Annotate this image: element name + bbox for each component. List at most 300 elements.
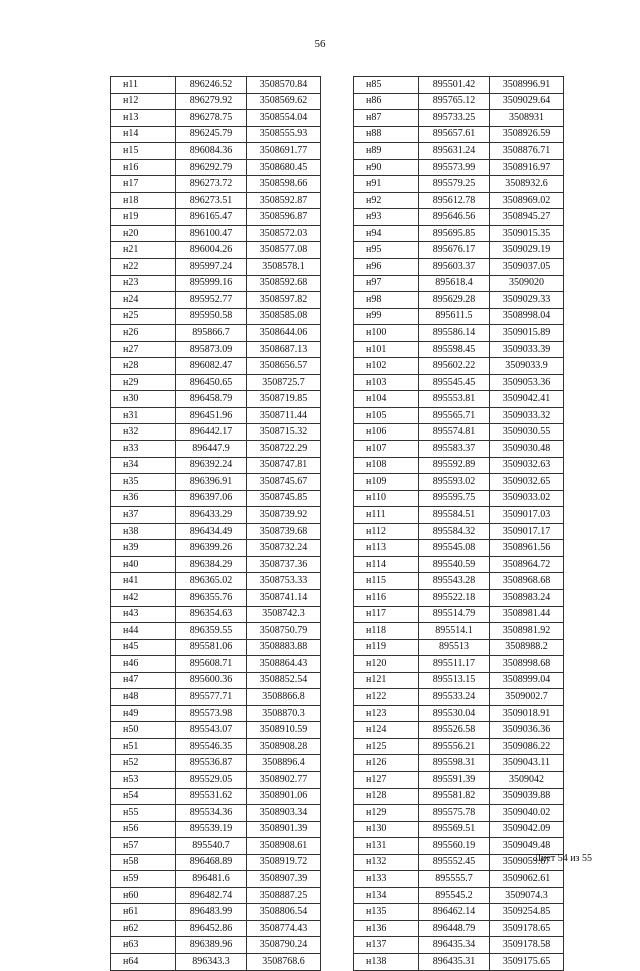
y-coordinate-cell: 3508901.06 [247,788,321,805]
y-coordinate-cell: 3508964.72 [490,556,564,573]
table-row [354,176,564,193]
point-id-cell: н115 [354,573,419,590]
y-coordinate-cell: 3509175.65 [490,953,564,970]
x-coordinate-cell: 895560.19 [419,838,490,855]
table-row [111,573,321,590]
x-coordinate-cell: 896278.75 [176,110,247,127]
point-id-cell: н87 [354,110,419,127]
x-coordinate-cell: 895565.71 [419,407,490,424]
table-row [354,623,564,640]
point-id-cell: н47 [111,672,176,689]
table-row [111,887,321,904]
table-row [354,589,564,606]
point-id-cell: н119 [354,639,419,656]
point-id-cell: н26 [111,325,176,342]
point-id-cell: н33 [111,441,176,458]
x-coordinate-cell: 896452.86 [176,920,247,937]
point-id-cell: н62 [111,920,176,937]
y-coordinate-cell: 3509020 [490,275,564,292]
y-coordinate-cell: 3509018.91 [490,705,564,722]
y-coordinate-cell: 3508999.04 [490,672,564,689]
table-row [111,391,321,408]
point-id-cell: н95 [354,242,419,259]
table-row [111,143,321,160]
y-coordinate-cell: 3508597.82 [247,292,321,309]
table-row [354,606,564,623]
point-id-cell: н51 [111,738,176,755]
point-id-cell: н136 [354,920,419,937]
table-row [354,722,564,739]
y-coordinate-cell: 3508903.34 [247,805,321,822]
y-coordinate-cell: 3508739.68 [247,523,321,540]
point-id-cell: н88 [354,126,419,143]
table-row [354,341,564,358]
y-coordinate-cell: 3509032.63 [490,457,564,474]
x-coordinate-cell: 896399.26 [176,540,247,557]
y-coordinate-cell: 3508592.68 [247,275,321,292]
x-coordinate-cell: 895631.24 [419,143,490,160]
y-coordinate-cell: 3509032.65 [490,474,564,491]
y-coordinate-cell: 3508969.02 [490,192,564,209]
y-coordinate-cell: 3509033.32 [490,407,564,424]
x-coordinate-cell: 895545.08 [419,540,490,557]
x-coordinate-cell: 895543.28 [419,573,490,590]
x-coordinate-cell: 895543.07 [176,722,247,739]
table-row [354,325,564,342]
y-coordinate-cell: 3509178.58 [490,937,564,954]
y-coordinate-cell: 3508945.27 [490,209,564,226]
y-coordinate-cell: 3508742.3 [247,606,321,623]
point-id-cell: н24 [111,292,176,309]
table-row [111,93,321,110]
table-row [354,705,564,722]
y-coordinate-cell: 3508864.43 [247,656,321,673]
table-row [354,887,564,904]
point-id-cell: н37 [111,507,176,524]
table-row [111,259,321,276]
point-id-cell: н133 [354,871,419,888]
x-coordinate-cell: 896355.76 [176,589,247,606]
x-coordinate-cell: 895586.14 [419,325,490,342]
point-id-cell: н27 [111,341,176,358]
table-row [111,771,321,788]
table-row [111,407,321,424]
point-id-cell: н130 [354,821,419,838]
x-coordinate-cell: 896481.6 [176,871,247,888]
table-row [111,275,321,292]
table-row [111,341,321,358]
x-coordinate-cell: 896165.47 [176,209,247,226]
point-id-cell: н30 [111,391,176,408]
x-coordinate-cell: 895584.32 [419,523,490,540]
y-coordinate-cell: 3509030.55 [490,424,564,441]
point-id-cell: н28 [111,358,176,375]
point-id-cell: н55 [111,805,176,822]
x-coordinate-cell: 895531.62 [176,788,247,805]
x-coordinate-cell: 895952.77 [176,292,247,309]
y-coordinate-cell: 3508596.87 [247,209,321,226]
y-coordinate-cell: 3509178.65 [490,920,564,937]
table-row [111,904,321,921]
y-coordinate-cell: 3508719.85 [247,391,321,408]
y-coordinate-cell: 3509033.9 [490,358,564,375]
table-row [354,507,564,524]
x-coordinate-cell: 895657.61 [419,126,490,143]
x-coordinate-cell: 896343.3 [176,953,247,970]
y-coordinate-cell: 3508852.54 [247,672,321,689]
y-coordinate-cell: 3508554.04 [247,110,321,127]
x-coordinate-cell: 896458.79 [176,391,247,408]
y-coordinate-cell: 3508998.68 [490,656,564,673]
y-coordinate-cell: 3508806.54 [247,904,321,921]
x-coordinate-cell: 895598.45 [419,341,490,358]
table-row [354,490,564,507]
x-coordinate-cell: 896389.96 [176,937,247,954]
x-coordinate-cell: 895873.09 [176,341,247,358]
y-coordinate-cell: 3509029.19 [490,242,564,259]
y-coordinate-cell: 3509033.02 [490,490,564,507]
point-id-cell: н23 [111,275,176,292]
point-id-cell: н117 [354,606,419,623]
point-id-cell: н96 [354,259,419,276]
x-coordinate-cell: 896468.89 [176,854,247,871]
x-coordinate-cell: 895611.5 [419,308,490,325]
y-coordinate-cell: 3509033.39 [490,341,564,358]
x-coordinate-cell: 895553.81 [419,391,490,408]
y-coordinate-cell: 3508598.66 [247,176,321,193]
table-row [111,953,321,970]
y-coordinate-cell: 3508883.88 [247,639,321,656]
table-row [111,192,321,209]
coordinates-table-right [353,76,564,971]
table-row [354,771,564,788]
point-id-cell: н94 [354,225,419,242]
x-coordinate-cell: 895577.71 [176,689,247,706]
table-row [111,606,321,623]
table-row [111,457,321,474]
point-id-cell: н49 [111,705,176,722]
y-coordinate-cell: 3508585.08 [247,308,321,325]
x-coordinate-cell: 895579.25 [419,176,490,193]
x-coordinate-cell: 896246.52 [176,77,247,94]
y-coordinate-cell: 3508866.8 [247,689,321,706]
y-coordinate-cell: 3508896.4 [247,755,321,772]
point-id-cell: н121 [354,672,419,689]
x-coordinate-cell: 895591.39 [419,771,490,788]
table-row [111,308,321,325]
point-id-cell: н112 [354,523,419,540]
table-row [354,656,564,673]
coordinates-table-left [110,76,321,971]
point-id-cell: н116 [354,589,419,606]
point-id-cell: н101 [354,341,419,358]
table-row [111,126,321,143]
x-coordinate-cell: 896483.99 [176,904,247,921]
table-row [111,176,321,193]
y-coordinate-cell: 3508908.61 [247,838,321,855]
table-row [354,391,564,408]
table-row [354,159,564,176]
y-coordinate-cell: 3508910.59 [247,722,321,739]
table-row [354,407,564,424]
table-row [354,540,564,557]
y-coordinate-cell: 3508774.43 [247,920,321,937]
x-coordinate-cell: 896245.79 [176,126,247,143]
y-coordinate-cell: 3509086.22 [490,738,564,755]
x-coordinate-cell: 895533.24 [419,689,490,706]
table-row [111,838,321,855]
x-coordinate-cell: 895514.79 [419,606,490,623]
y-coordinate-cell: 3508739.92 [247,507,321,524]
x-coordinate-cell: 895573.99 [419,159,490,176]
point-id-cell: н91 [354,176,419,193]
point-id-cell: н137 [354,937,419,954]
x-coordinate-cell: 896435.31 [419,953,490,970]
point-id-cell: н122 [354,689,419,706]
point-id-cell: н43 [111,606,176,623]
x-coordinate-cell: 896273.72 [176,176,247,193]
table-row [354,904,564,921]
x-coordinate-cell: 895575.78 [419,805,490,822]
point-id-cell: н35 [111,474,176,491]
point-id-cell: н111 [354,507,419,524]
table-row [111,755,321,772]
y-coordinate-cell: 3508578.1 [247,259,321,276]
table-row [354,474,564,491]
point-id-cell: н40 [111,556,176,573]
point-id-cell: н120 [354,656,419,673]
y-coordinate-cell: 3509030.48 [490,441,564,458]
x-coordinate-cell: 896273.51 [176,192,247,209]
point-id-cell: н92 [354,192,419,209]
table-row [354,110,564,127]
table-row [354,788,564,805]
x-coordinate-cell: 895999.16 [176,275,247,292]
point-id-cell: н36 [111,490,176,507]
y-coordinate-cell: 3508901.39 [247,821,321,838]
point-id-cell: н90 [354,159,419,176]
x-coordinate-cell: 896397.06 [176,490,247,507]
y-coordinate-cell: 3508687.13 [247,341,321,358]
y-coordinate-cell: 3508981.44 [490,606,564,623]
x-coordinate-cell: 895583.37 [419,441,490,458]
point-id-cell: н103 [354,374,419,391]
table-row [354,523,564,540]
x-coordinate-cell: 895584.51 [419,507,490,524]
y-coordinate-cell: 3508870.3 [247,705,321,722]
y-coordinate-cell: 3509029.33 [490,292,564,309]
table-row [111,920,321,937]
y-coordinate-cell: 3509254.85 [490,904,564,921]
x-coordinate-cell: 895618.4 [419,275,490,292]
point-id-cell: н134 [354,887,419,904]
point-id-cell: н60 [111,887,176,904]
x-coordinate-cell: 895540.59 [419,556,490,573]
sheet-label: Лист 54 из 55 [534,853,592,864]
y-coordinate-cell: 3509074.3 [490,887,564,904]
x-coordinate-cell: 895593.02 [419,474,490,491]
y-coordinate-cell: 3508998.04 [490,308,564,325]
x-coordinate-cell: 896279.92 [176,93,247,110]
point-id-cell: н97 [354,275,419,292]
point-id-cell: н86 [354,93,419,110]
point-id-cell: н125 [354,738,419,755]
table-row [111,805,321,822]
table-row [111,441,321,458]
table-row [354,805,564,822]
x-coordinate-cell: 895545.2 [419,887,490,904]
point-id-cell: н132 [354,854,419,871]
point-id-cell: н52 [111,755,176,772]
y-coordinate-cell: 3509029.64 [490,93,564,110]
x-coordinate-cell: 895997.24 [176,259,247,276]
x-coordinate-cell: 896434.49 [176,523,247,540]
x-coordinate-cell: 895511.17 [419,656,490,673]
x-coordinate-cell: 895522.18 [419,589,490,606]
x-coordinate-cell: 896082.47 [176,358,247,375]
table-row [354,871,564,888]
table-row [111,474,321,491]
x-coordinate-cell: 895574.81 [419,424,490,441]
table-row [111,672,321,689]
x-coordinate-cell: 896396.91 [176,474,247,491]
y-coordinate-cell: 3508996.91 [490,77,564,94]
x-coordinate-cell: 895695.85 [419,225,490,242]
y-coordinate-cell: 3509002.7 [490,689,564,706]
table-row [354,308,564,325]
x-coordinate-cell: 896482.74 [176,887,247,904]
x-coordinate-cell: 895646.56 [419,209,490,226]
point-id-cell: н45 [111,639,176,656]
point-id-cell: н21 [111,242,176,259]
y-coordinate-cell: 3508902.77 [247,771,321,788]
x-coordinate-cell: 896462.14 [419,904,490,921]
x-coordinate-cell: 895540.7 [176,838,247,855]
table-row [354,242,564,259]
x-coordinate-cell: 895545.45 [419,374,490,391]
point-id-cell: н126 [354,755,419,772]
point-id-cell: н128 [354,788,419,805]
table-row [111,325,321,342]
point-id-cell: н16 [111,159,176,176]
point-id-cell: н99 [354,308,419,325]
x-coordinate-cell: 896433.29 [176,507,247,524]
y-coordinate-cell: 3508737.36 [247,556,321,573]
table-row [111,937,321,954]
point-id-cell: н12 [111,93,176,110]
table-row [354,441,564,458]
x-coordinate-cell: 895552.45 [419,854,490,871]
y-coordinate-cell: 3509042.09 [490,821,564,838]
y-coordinate-cell: 3508932.6 [490,176,564,193]
y-coordinate-cell: 3509039.88 [490,788,564,805]
table-row [354,854,564,871]
y-coordinate-cell: 3508570.84 [247,77,321,94]
table-row [354,143,564,160]
point-id-cell: н98 [354,292,419,309]
y-coordinate-cell: 3508577.08 [247,242,321,259]
point-id-cell: н17 [111,176,176,193]
x-coordinate-cell: 895608.71 [176,656,247,673]
y-coordinate-cell: 3508711.44 [247,407,321,424]
table-row [111,523,321,540]
y-coordinate-cell: 3508931 [490,110,564,127]
x-coordinate-cell: 895569.51 [419,821,490,838]
table-row [354,821,564,838]
y-coordinate-cell: 3509062.61 [490,871,564,888]
y-coordinate-cell: 3508592.87 [247,192,321,209]
y-coordinate-cell: 3508722.29 [247,441,321,458]
page-number: 56 [314,38,326,50]
x-coordinate-cell: 896448.79 [419,920,490,937]
point-id-cell: н104 [354,391,419,408]
point-id-cell: н127 [354,771,419,788]
point-id-cell: н138 [354,953,419,970]
y-coordinate-cell: 3508680.45 [247,159,321,176]
x-coordinate-cell: 895514.1 [419,623,490,640]
y-coordinate-cell: 3509049.48 [490,838,564,855]
table-row [111,225,321,242]
x-coordinate-cell: 895581.06 [176,639,247,656]
table-row [354,209,564,226]
y-coordinate-cell: 3508715.32 [247,424,321,441]
point-id-cell: н44 [111,623,176,640]
x-coordinate-cell: 896292.79 [176,159,247,176]
point-id-cell: н124 [354,722,419,739]
point-id-cell: н15 [111,143,176,160]
y-coordinate-cell: 3508916.97 [490,159,564,176]
table-row [111,110,321,127]
x-coordinate-cell: 896435.34 [419,937,490,954]
y-coordinate-cell: 3508656.57 [247,358,321,375]
point-id-cell: н54 [111,788,176,805]
x-coordinate-cell: 895530.04 [419,705,490,722]
y-coordinate-cell: 3508725.7 [247,374,321,391]
point-id-cell: н46 [111,656,176,673]
table-row [354,573,564,590]
y-coordinate-cell: 3508732.24 [247,540,321,557]
x-coordinate-cell: 896447.9 [176,441,247,458]
table-row [354,77,564,94]
point-id-cell: н64 [111,953,176,970]
x-coordinate-cell: 896365.02 [176,573,247,590]
x-coordinate-cell: 896084.36 [176,143,247,160]
table-row [354,259,564,276]
point-id-cell: н32 [111,424,176,441]
table-row [354,755,564,772]
x-coordinate-cell: 895526.58 [419,722,490,739]
y-coordinate-cell: 3509015.35 [490,225,564,242]
x-coordinate-cell: 895950.58 [176,308,247,325]
x-coordinate-cell: 895513.15 [419,672,490,689]
y-coordinate-cell: 3509017.17 [490,523,564,540]
table-row [354,192,564,209]
point-id-cell: н108 [354,457,419,474]
x-coordinate-cell: 895573.98 [176,705,247,722]
y-coordinate-cell: 3508745.85 [247,490,321,507]
x-coordinate-cell: 895600.36 [176,672,247,689]
table-row [354,672,564,689]
x-coordinate-cell: 896442.17 [176,424,247,441]
x-coordinate-cell: 895603.37 [419,259,490,276]
table-row [111,589,321,606]
x-coordinate-cell: 896359.55 [176,623,247,640]
y-coordinate-cell: 3508981.92 [490,623,564,640]
table-row [354,556,564,573]
y-coordinate-cell: 3509059.67 [490,854,564,871]
x-coordinate-cell: 895629.28 [419,292,490,309]
point-id-cell: н53 [111,771,176,788]
